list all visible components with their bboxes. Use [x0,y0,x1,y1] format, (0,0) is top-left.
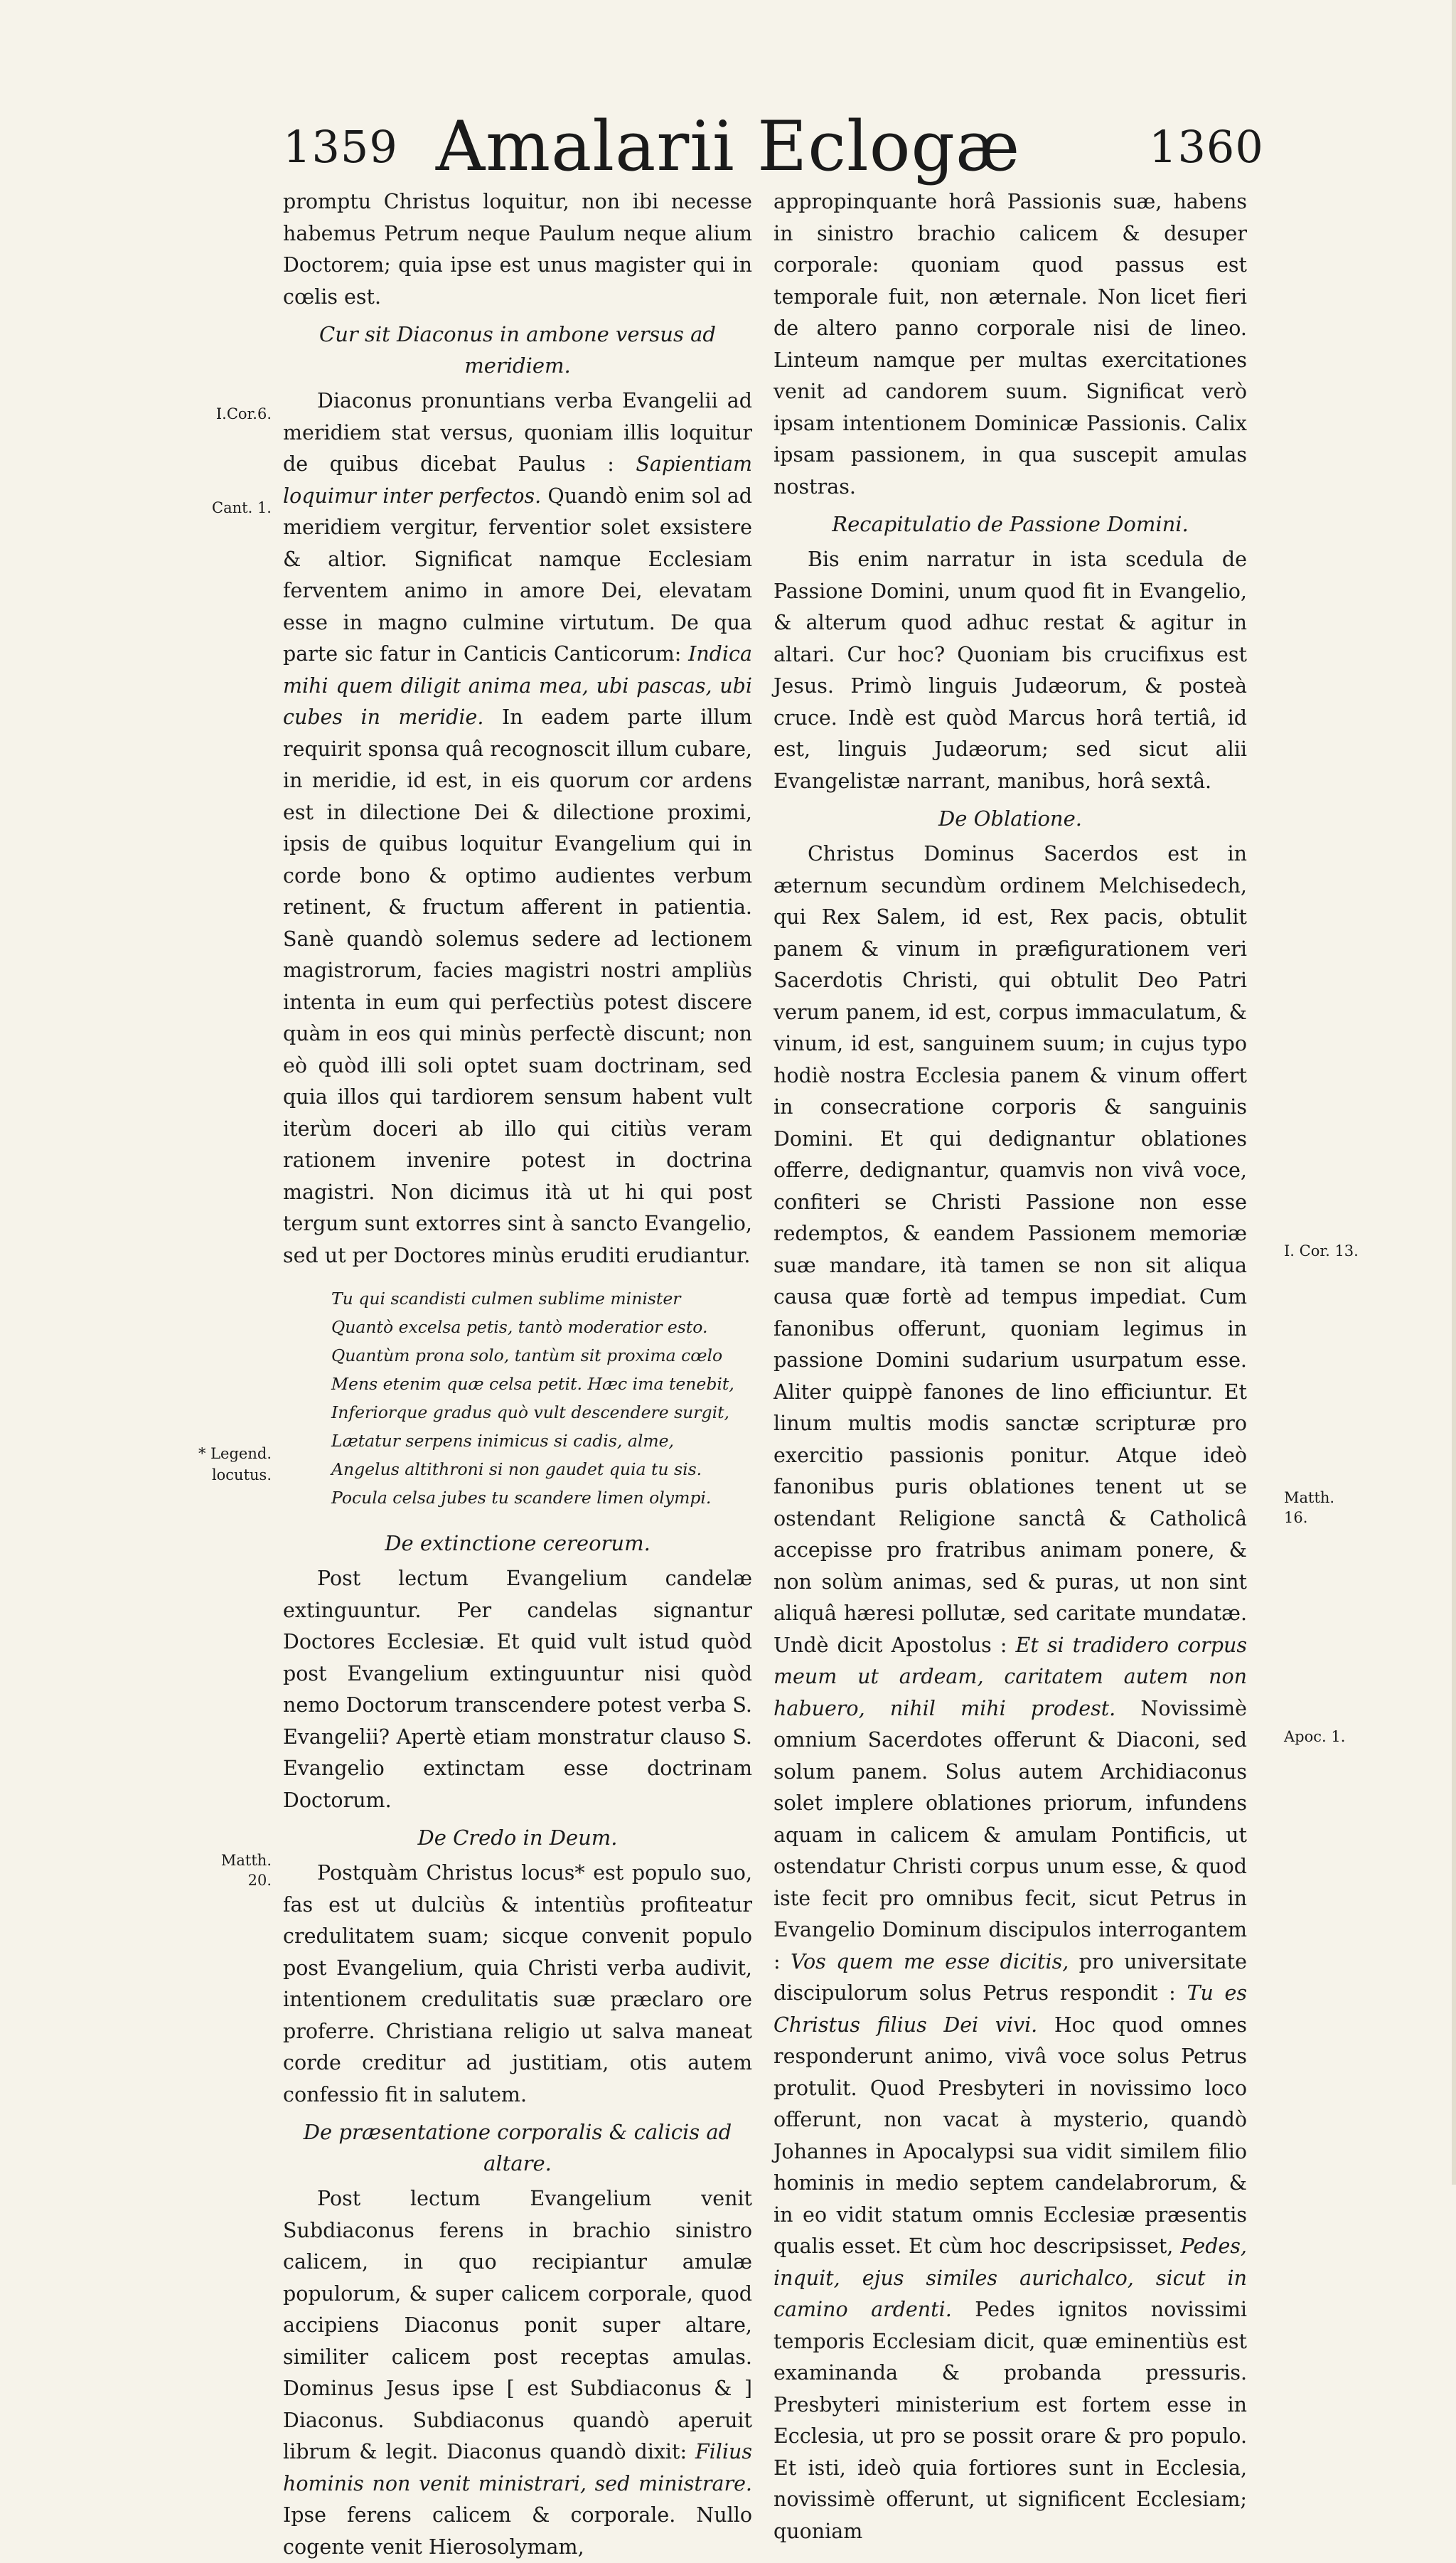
margin-note: * Legend. [198,1445,272,1462]
section-heading: De extinctione cereorum. [385,1531,651,1555]
paragraph [283,2183,752,2563]
paragraph: Bis enim narratur in ista scedula de Passione Domini, unum quod fit in Evangelio, & alterum quod adhuc restat & agitur in altari. Cur hoc? Quoniam bis crucifixus est Jesus. Primò linguis Judæorum, & posteà cruce. Indè est quòd Marcus horâ tertiâ, id est, linguis Judæorum; sed sicut alii Evangelistæ narrant, manibus, horâ sextâ. [774,548,1247,793]
text-run: Ipse ferens calicem & corporale. Nullo cogente venit Hierosolymam, [283,2503,752,2559]
margin-note: Cant. 1. [212,499,272,516]
section-heading: De præsentatione corporalis & calicis ad altare. [303,2120,732,2175]
section-heading: De Oblatione. [938,806,1082,831]
quotation: Filius hominis non venit ministrari, sed ministrare. [283,2440,752,2495]
paragraph: Postquàm Christus locus* est populo suo, fas est ut dulciùs & intentiùs profiteatur credulitatem suam; sicque convenit populo post Evangelium, quia Christi verba audivit, intentionem credulitatis suæ præclaro ore proferre. Christiana religio ut salva maneat corde creditur ad justitiam, otis autem confessio fit in salutem. [283,1861,752,2106]
margin-note: locutus. [211,1466,272,1483]
verse-line: Quantò excelsa petis, tantò moderatior esto. [331,1317,708,1337]
margin-note: I. Cor. 13. [1284,1242,1359,1259]
paragraph: promptu Christus loquitur, non ibi necesse habemus Petrum neque Paulum neque alium Doctorem; quia ipse est unus magister qui in cœlis est. [283,190,752,309]
paragraph [283,385,752,1272]
quotation: Vos quem me esse dicitis, [790,1949,1069,1973]
verse-line: Angelus altithroni si non gaudet quia tu sis. [331,1459,702,1479]
quotation: Pedes, inquit, ejus similes aurichalco, sicut in camino ardenti. [774,2234,1247,2321]
margin-note: Apoc. 1. [1284,1728,1346,1745]
text-run: Diaconus pronuntians verba Evangelii ad meridiem stat versus, quoniam illis loquitur de quibus dicebat Paulus : [283,389,752,476]
page-number-left: 1359 [283,121,398,173]
section-heading: De Credo in Deum. [417,1826,618,1850]
verse-line: Inferiorque gradus quò vult descendere surgit, [331,1402,730,1422]
verse-line: Lætatur serpens inimicus si cadis, alme, [331,1431,675,1451]
text-run: Novissimè omnium Sacerdotes offerunt & Diaconi, sed solum panem. Solus autem Archidiaconus solet implere oblationes priorum, infundens aquam in calicem & amulam Pontificis, ut ostendatur Christi corpus unum esse, & quod iste fecit pro omnibus fecit, sicut Petrus in Evangelio Dominum discipulos interrogantem : [774,1696,1247,1973]
text-run: Christus Dominus Sacerdos est in æternum secundùm ordinem Melchisedech, qui Rex Salem, id est, Rex pacis, obtulit panem & vinum in præfigurationem veri Sacerdotis Christi, qui obtulit Deo Patri verum panem, id est, corpus immaculatum, & vinum, id est, sanguinem suum; in cujus typo hodiè nostra Ecclesia panem & vinum offert in consecratione corporis & sanguinis Domini. Et qui dedignantur oblationes offerre, dedignantur, quamvis non vivâ voce, confiteri se Christi Passione non esse redemptos, & eandem Passionem memoriæ suæ mandare, ità tamen se non sit aliqua causa quæ fortè ad tempus impediat. Cum fanonibus offerunt, quoniam legimus in passione Domini sudarium usurpatum esse. Aliter quippè fanones de lino efficiuntur. Et linum multis modis sanctæ scripturæ pro exercitio passionis ponitur. Atque ideò fanonibus puris oblationes tenent ut se ostendant Religione sanctâ & Catholicâ accepisse pro fratribus animam ponere, & non solùm animas, sed & puras, ut non sint aliquâ hæresi pollutæ, sed caritate mundatæ. Undè dicit Apostolus : [774,842,1247,1657]
quotation: Indica mihi quem diligit anima mea, ubi pascas, ubi cubes in meridie. [283,642,752,729]
paragraph [774,838,1247,2547]
verse-line: Mens etenim quæ celsa petit. Hæc ima tenebit, [331,1374,734,1394]
text-run: Quandò enim sol ad meridiem vergitur, ferventior solet exsistere & altior. Significat namque Ecclesiam ferventem animo in amore Dei, elevatam esse in magno culmine virtutum. De qua parte sic fatur in Canticis Canticorum: [283,484,752,666]
page-number-right: 1360 [1149,121,1264,173]
section-heading: Recapitulatio de Passione Domini. [832,512,1189,536]
running-title: Amalarii Eclogæ [435,107,1021,186]
text-run: pro universitate discipulorum solus Petrus respondit : [774,1949,1247,2005]
margin-note: Matth. 20. [220,1852,272,1889]
margin-note: Matth. 16. [1284,1489,1335,1526]
verse-line: Pocula celsa jubes tu scandere limen olympi. [331,1488,712,1508]
quotation: Tu es Christus filius Dei vivi. [774,1981,1247,2037]
section-heading: Cur sit Diaconus in ambone versus ad meridiem. [319,322,716,378]
verse-block [331,1284,752,1512]
right-column [774,186,1247,2547]
verse-line: Quantùm prona solo, tantùm sit proxima cœlo [331,1346,723,1365]
paragraph: Post lectum Evangelium candelæ extinguuntur. Per candelas signantur Doctores Ecclesiæ. Et quid vult istud quòd post Evangelium extinguuntur nisi quòd nemo Doctorum transcendere potest verba S. Evangelii? Apertè etiam monstratur clauso S. Evangelio extinctam esse doctrinam Doctorum. [283,1567,752,1812]
quotation: Sapientiam loquimur inter perfectos. [283,452,752,508]
quotation: Et si tradidero corpus meum ut ardeam, caritatem autem non habuero, nihil mihi prodest. [774,1633,1247,1720]
page-edge [1452,0,1456,2185]
left-column [283,186,752,2563]
running-header [0,107,1456,185]
text-run: Hoc quod omnes responderunt animo, vivâ voce solus Petrus protulit. Quod Presbyteri in novissimo loco offerunt, non vacat à mysterio, quandò Johannes in Apocalypsi sua vidit similem filio hominis in medio septem candelabrorum, & in eo vidit statum omnis Ecclesiæ præsentis qualis esset. Et cùm hoc descripsisset, [774,2013,1247,2258]
text-run: In eadem parte illum requirit sponsa quâ recognoscit illum cubare, in meridie, id est, in eis quorum cor ardens est in dilectione Dei & dilectione proximi, ipsis de quibus loquitur Evangelium qui in corde bono & optimo audientes verbum retinent, & fructum afferent in patientia. Sanè quandò solemus sedere ad lectionem magistrorum, facies magistri nostri ampliùs intenta in eum qui perfectiùs potest discere quàm in eos qui minùs perfectè discunt; non eò quòd illi soli optet suam doctrinam, sed quia illos qui tardiorem sensum habent vult iterùm doceri ab illo qui citiùs veram rationem invenire potest in doctrina magistri. Non dicimus ità ut hi qui post tergum sunt extorres sint à sancto Evangelio, sed ut per Doctores minùs eruditi erudiantur. [283,705,752,1267]
paragraph: appropinquante horâ Passionis suæ, habens in sinistro brachio calicem & desuper corporale: quoniam quod passus est temporale fuit, non æternale. Non licet fieri de altero panno corporale nisi de lineo. Linteum namque per multas exercitationes venit ad candorem suum. Significat verò ipsam intentionem Dominicæ Passionis. Calix ipsam passionem, in qua suscepit amulas nostras. [774,190,1247,499]
margin-note: I.Cor.6. [215,405,272,422]
verse-line: Tu qui scandisti culmen sublime minister [331,1289,681,1309]
text-run: Pedes ignitos novissimi temporis Ecclesiam dicit, quæ eminentiùs est examinanda & probanda pressuris. Presbyteri ministerium est fortem esse in Ecclesia, ut pro se possit orare & pro populo. Et isti, ideò quia fortiores sunt in Ecclesia, novissimè offerunt, ut significent Ecclesiam; quoniam [774,2298,1248,2543]
text-run: Post lectum Evangelium venit Subdiaconus ferens in brachio sinistro calicem, in quo recipiantur amulæ populorum, & super calicem corporale, quod accipiens Diaconus ponit super altare, similiter calicem post receptas amulas. Dominus Jesus ipse [ est Subdiaconus & ] Diaconus. Subdiaconus quandò aperuit librum & legit. Diaconus quandò dixit: [283,2187,752,2463]
